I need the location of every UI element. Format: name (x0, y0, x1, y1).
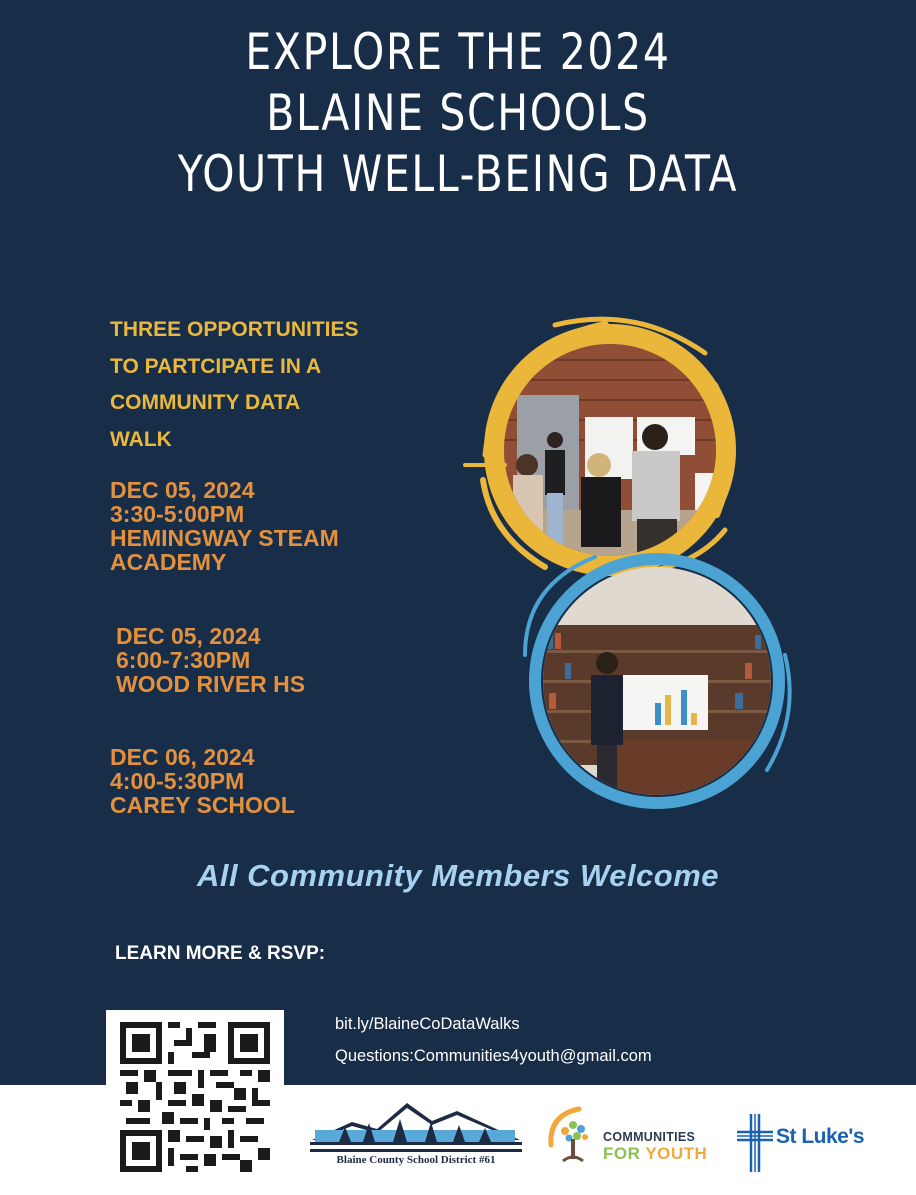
rsvp-heading: LEARN MORE & RSVP: (115, 943, 326, 964)
title-line-3: YOUTH WELL-BEING DATA (177, 145, 739, 203)
event-carey (110, 745, 295, 817)
event-time: 3:30-5:00PM (110, 501, 245, 527)
intro-text (110, 312, 420, 458)
qr-code-icon (120, 1022, 270, 1172)
cfy-youth: YOUTH (645, 1144, 708, 1163)
qr-code[interactable] (106, 1010, 284, 1186)
title-line-2: BLAINE SCHOOLS (266, 84, 650, 142)
page-title (82, 22, 833, 205)
district-name: Blaine County School District #61 (336, 1154, 496, 1166)
event-wood-river (116, 624, 305, 696)
event-location: CAREY SCHOOL (110, 792, 295, 818)
event-location: WOOD RIVER HS (116, 671, 306, 697)
intro-line-3: COMMUNITY DATA (110, 391, 301, 414)
event-location-cont: ACADEMY (110, 549, 227, 575)
event-date: DEC 06, 2024 (110, 744, 255, 770)
intro-line-2: TO PARTCIPATE IN A (110, 354, 322, 378)
cfy-wordmark (603, 1130, 707, 1164)
event-date: DEC 05, 2024 (116, 623, 261, 649)
questions-email[interactable]: Questions:Communities4youth@gmail.com (335, 1047, 652, 1065)
photo-student-with-chart (505, 545, 810, 820)
cfy-for: FOR (603, 1144, 646, 1163)
cross-logo-icon (735, 1112, 775, 1176)
cfy-line-2 (603, 1144, 707, 1164)
rsvp-link[interactable]: bit.ly/BlaineCoDataWalks (335, 1015, 520, 1033)
intro-line-1: THREE OPPORTUNITIES (110, 318, 359, 341)
district-logo (307, 1097, 525, 1169)
intro-line-4: WALK (110, 427, 172, 451)
event-time: 4:00-5:30PM (110, 768, 245, 794)
mountain-logo-icon (310, 1103, 522, 1152)
event-location: HEMINGWAY STEAM (110, 525, 339, 551)
cfy-line-1: COMMUNITIES (603, 1130, 696, 1144)
title-line-1: EXPLORE THE 2024 (245, 23, 671, 81)
event-time: 6:00-7:30PM (116, 647, 251, 673)
tree-logo-icon (543, 1105, 607, 1167)
event-hemingway (110, 478, 339, 574)
welcome-banner: All Community Members Welcome (196, 858, 720, 893)
event-date: DEC 05, 2024 (110, 477, 255, 503)
stlukes-wordmark: St Luke's (776, 1125, 865, 1148)
